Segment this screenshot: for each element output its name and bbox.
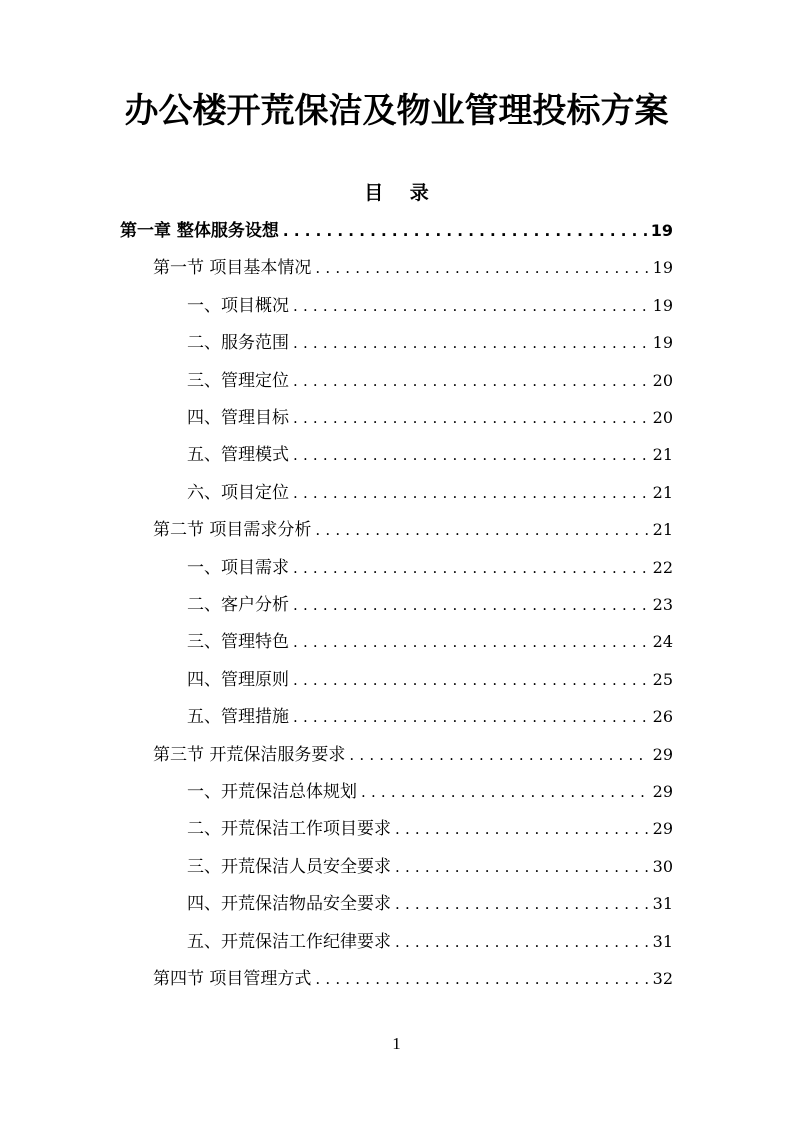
toc-leader-dots	[293, 437, 649, 474]
toc-entry[interactable]	[187, 773, 673, 810]
toc-leader-dots	[293, 550, 649, 587]
toc-leader-dots	[293, 475, 649, 512]
toc-entry-page: 19	[652, 295, 673, 315]
toc-entry-page: 32	[652, 969, 673, 988]
toc-entry-page: 24	[652, 632, 673, 652]
toc-entry-title: 第二节 项目需求分析	[153, 520, 312, 541]
toc-entry-title: 三、管理特色	[187, 632, 289, 653]
toc-entry-page: 29	[652, 744, 673, 764]
toc-entry-title: 第四节 项目管理方式	[153, 969, 312, 989]
toc-entry-title: 五、管理措施	[187, 707, 289, 728]
toc-entry-page: 30	[652, 856, 673, 876]
toc-entry-page: 21	[652, 445, 673, 465]
toc-entry[interactable]	[187, 810, 673, 847]
toc-entry-page: 21	[652, 482, 673, 502]
toc-entry-title: 第三节 开荒保洁服务要求	[153, 744, 346, 765]
toc-entry[interactable]	[187, 923, 673, 960]
toc-entry[interactable]	[153, 736, 673, 773]
toc-entry[interactable]	[187, 848, 673, 885]
toc-leader-dots	[283, 213, 647, 250]
toc-entry-page: 29	[652, 819, 673, 839]
toc-leader-dots	[293, 699, 649, 736]
toc-entry[interactable]	[187, 287, 673, 324]
toc-entry-title: 二、开荒保洁工作项目要求	[187, 819, 391, 840]
toc-leader-dots	[293, 288, 649, 325]
toc-entry-page: 25	[652, 669, 673, 689]
toc-entry-page: 20	[652, 408, 673, 427]
toc-entry[interactable]	[187, 324, 673, 361]
toc-leader-dots	[293, 325, 649, 362]
toc-entry-page: 31	[652, 931, 673, 951]
toc-entry[interactable]	[187, 474, 673, 511]
toc-entry-title: 六、项目定位	[187, 482, 289, 503]
toc-leader-dots	[293, 363, 649, 400]
toc-entry[interactable]	[187, 399, 673, 436]
toc-entry[interactable]	[187, 698, 673, 735]
toc-entry[interactable]	[187, 362, 673, 399]
toc-entry[interactable]	[153, 249, 673, 286]
toc-entry-page: 20	[652, 370, 673, 390]
toc-entry-title: 一、开荒保洁总体规划	[187, 782, 357, 802]
toc-entry-title: 三、开荒保洁人员安全要求	[187, 856, 391, 877]
toc-entry-page: 21	[652, 520, 673, 540]
toc-leader-dots	[293, 624, 649, 661]
toc-entry-title: 第一节 项目基本情况	[153, 258, 312, 279]
toc-leader-dots	[315, 512, 648, 549]
toc-entry[interactable]	[120, 212, 673, 249]
toc-entry-title: 一、项目需求	[187, 557, 289, 578]
toc-entry-title: 三、管理定位	[187, 370, 289, 391]
toc-entry[interactable]	[187, 661, 673, 698]
page-number: 1	[392, 1034, 401, 1053]
toc-entry[interactable]	[187, 549, 673, 586]
toc-entry-title: 四、管理目标	[187, 408, 289, 428]
toc-entry-title: 五、开荒保洁工作纪律要求	[187, 931, 391, 952]
toc-heading: 目 录	[364, 182, 439, 204]
toc-entry-title: 第一章 整体服务设想	[120, 221, 279, 241]
toc-leader-dots	[293, 587, 649, 624]
toc-entry[interactable]	[153, 960, 673, 997]
toc-leader-dots	[315, 250, 648, 287]
toc-entry[interactable]	[187, 885, 673, 922]
toc-entry-title: 二、客户分析	[187, 595, 289, 615]
toc-entry-title: 二、服务范围	[187, 333, 289, 354]
toc-entry[interactable]	[187, 586, 673, 623]
toc-entry-page: 19	[652, 333, 673, 353]
toc-entry-title: 四、开荒保洁物品安全要求	[187, 894, 391, 915]
toc-leader-dots	[293, 662, 649, 699]
document-title: 办公楼开荒保洁及物业管理投标方案	[124, 91, 669, 131]
toc-entry-title: 一、项目概况	[187, 295, 289, 316]
toc-entry[interactable]	[187, 436, 673, 473]
toc-entry-page: 29	[652, 782, 673, 801]
toc-entry-title: 五、管理模式	[187, 445, 289, 466]
toc-entry-page: 22	[652, 557, 673, 577]
toc-entry-page: 19	[650, 221, 673, 240]
toc-entry[interactable]	[153, 511, 673, 548]
toc-entry[interactable]	[187, 623, 673, 660]
toc-entry-page: 26	[652, 707, 673, 727]
toc-leader-dots	[349, 737, 648, 774]
toc-leader-dots	[395, 924, 649, 961]
toc-leader-dots	[395, 849, 649, 886]
toc-leader-dots	[395, 811, 649, 848]
toc-entry-page: 23	[652, 595, 673, 614]
toc-leader-dots	[293, 400, 649, 437]
toc-entry-page: 19	[652, 258, 673, 278]
toc-leader-dots	[395, 886, 649, 923]
toc-leader-dots	[361, 774, 649, 811]
toc-entry-title: 四、管理原则	[187, 669, 289, 690]
toc-entry-page: 31	[652, 894, 673, 914]
toc-leader-dots	[315, 961, 648, 998]
